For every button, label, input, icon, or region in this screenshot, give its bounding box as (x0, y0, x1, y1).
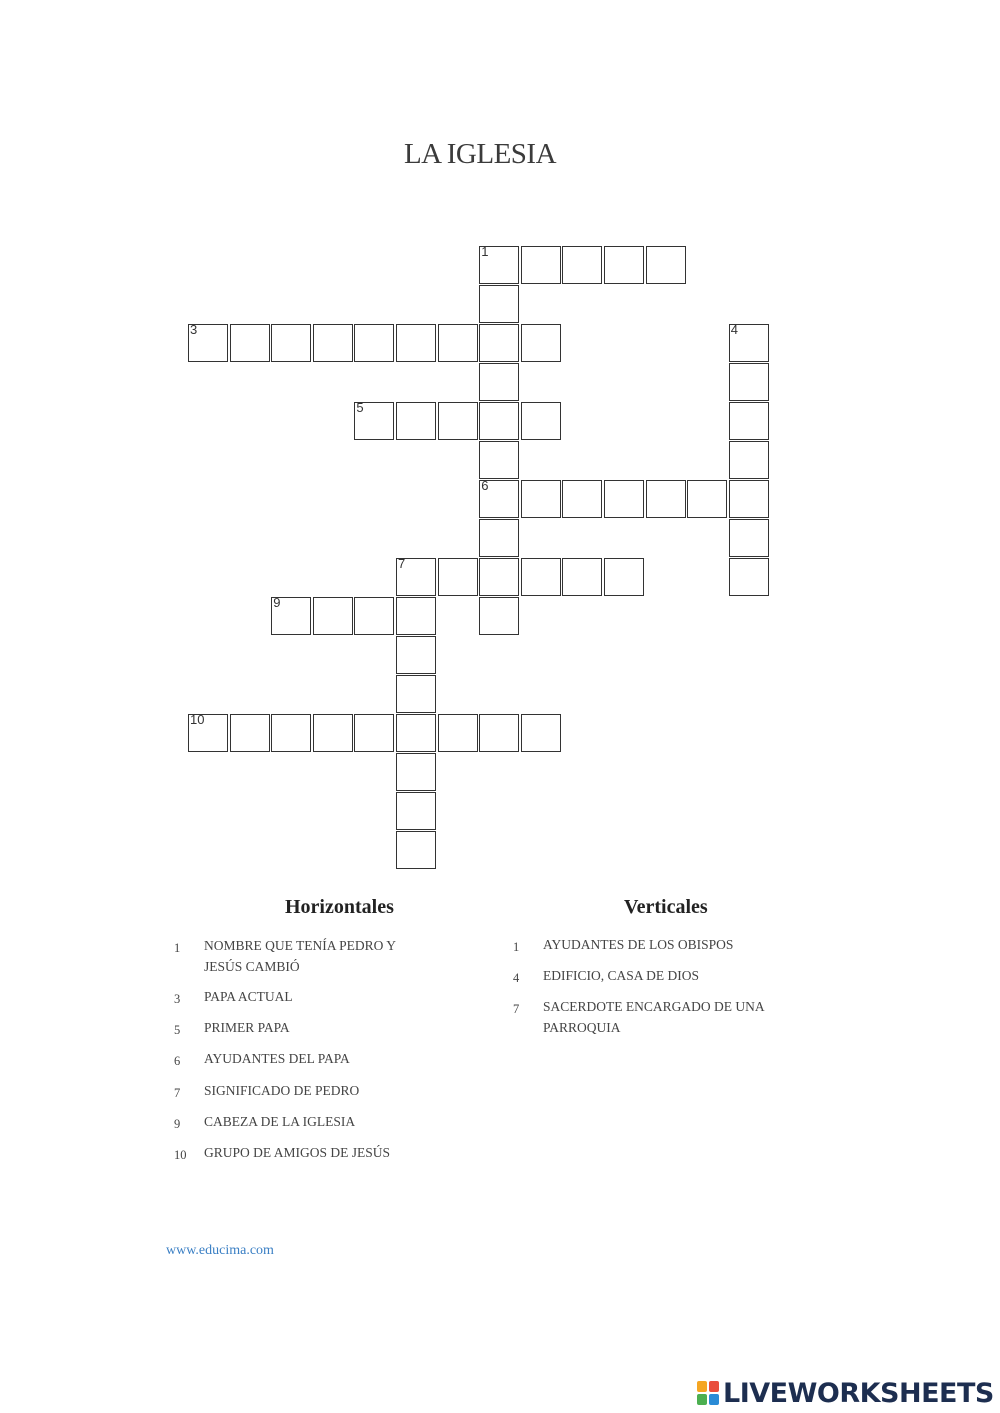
crossword-cell[interactable] (396, 558, 436, 596)
crossword-cell[interactable] (521, 246, 561, 284)
clue-number: 1 (513, 940, 520, 954)
crossword-cell[interactable] (562, 558, 602, 596)
crossword-cell[interactable] (396, 597, 436, 635)
logo-square (709, 1394, 719, 1405)
clue-text: NOMBRE QUE TENÍA PEDRO Y JESÚS CAMBIÓ (204, 938, 396, 974)
crossword-cell[interactable] (479, 480, 519, 518)
logo-square (709, 1381, 719, 1392)
clue-text: SACERDOTE ENCARGADO DE UNA PARROQUIA (543, 999, 764, 1035)
vertical-heading: Verticales (624, 896, 708, 918)
crossword-cell[interactable] (271, 597, 311, 635)
cell-number: 3 (190, 322, 198, 337)
crossword-cell[interactable] (521, 324, 561, 362)
crossword-cell[interactable] (479, 519, 519, 557)
clue-text: AYUDANTES DEL PAPA (204, 1051, 350, 1066)
crossword-cell[interactable] (313, 324, 353, 362)
crossword-cell[interactable] (479, 714, 519, 752)
educima-link[interactable]: www.educima.com (166, 1243, 274, 1258)
crossword-cell[interactable] (729, 324, 769, 362)
crossword-cell[interactable] (313, 597, 353, 635)
crossword-cell[interactable] (604, 480, 644, 518)
clue-text: CABEZA DE LA IGLESIA (204, 1114, 356, 1129)
crossword-cell[interactable] (604, 558, 644, 596)
crossword-cell[interactable] (354, 402, 394, 440)
crossword-cell[interactable] (354, 324, 394, 362)
brand-text: LIVEWORKSHEETS (723, 1377, 994, 1409)
clue-text: SIGNIFICADO DE PEDRO (204, 1083, 360, 1098)
clue-number: 7 (174, 1086, 181, 1100)
crossword-cell[interactable] (396, 402, 436, 440)
crossword-cell[interactable] (188, 714, 228, 752)
crossword-cell[interactable] (646, 480, 686, 518)
crossword-cell[interactable] (438, 324, 478, 362)
cell-number: 9 (273, 595, 281, 610)
crossword-cell[interactable] (646, 246, 686, 284)
worksheet-title: LA IGLESIA (403, 138, 557, 170)
crossword-cell[interactable] (396, 831, 436, 869)
cell-number: 1 (481, 244, 489, 259)
crossword-cell[interactable] (188, 324, 228, 362)
crossword-cell[interactable] (396, 324, 436, 362)
cell-number: 7 (398, 556, 406, 571)
crossword-cell[interactable] (230, 714, 270, 752)
crossword-cell[interactable] (729, 519, 769, 557)
crossword-cell[interactable] (479, 558, 519, 596)
crossword-cell[interactable] (230, 324, 270, 362)
crossword-cell[interactable] (562, 246, 602, 284)
clue-text: PRIMER PAPA (204, 1020, 290, 1035)
clue-text: GRUPO DE AMIGOS DE JESÚS (204, 1145, 391, 1160)
cell-number: 6 (481, 478, 489, 493)
cell-number: 4 (730, 322, 739, 337)
crossword-cell[interactable] (396, 792, 436, 830)
clue-number: 10 (174, 1148, 187, 1162)
clue-number: 7 (513, 1002, 520, 1016)
crossword-cell[interactable] (729, 441, 769, 479)
crossword-cell[interactable] (438, 714, 478, 752)
crossword-cell[interactable] (479, 402, 519, 440)
clue-number: 5 (174, 1023, 181, 1037)
clue-text: PAPA ACTUAL (204, 989, 293, 1004)
crossword-cell[interactable] (479, 597, 519, 635)
liveworksheets-brand[interactable] (696, 1378, 994, 1408)
crossword-cell[interactable] (729, 480, 769, 518)
crossword-cell[interactable] (729, 558, 769, 596)
crossword-cell[interactable] (521, 558, 561, 596)
crossword-cell[interactable] (438, 402, 478, 440)
clue-number: 4 (513, 971, 520, 985)
crossword-cell[interactable] (438, 558, 478, 596)
crossword-cell[interactable] (354, 714, 394, 752)
cell-number: 10 (190, 712, 205, 727)
crossword-cell[interactable] (604, 246, 644, 284)
logo-square (697, 1394, 707, 1405)
crossword-cell[interactable] (562, 480, 602, 518)
crossword-cell[interactable] (313, 714, 353, 752)
logo-square (697, 1381, 707, 1392)
crossword-cell[interactable] (396, 714, 436, 752)
horizontal-heading: Horizontales (285, 896, 394, 918)
clue-number: 1 (174, 941, 181, 955)
crossword-cell[interactable] (729, 363, 769, 401)
crossword-cell[interactable] (271, 324, 311, 362)
crossword-cell[interactable] (479, 363, 519, 401)
crossword-cell[interactable] (396, 753, 436, 791)
crossword-cell[interactable] (479, 246, 519, 284)
crossword-cell[interactable] (521, 714, 561, 752)
crossword-cell[interactable] (521, 402, 561, 440)
clue-number: 3 (174, 992, 181, 1006)
crossword-cell[interactable] (354, 597, 394, 635)
clue-text: EDIFICIO, CASA DE DIOS (543, 968, 700, 983)
crossword-cell[interactable] (271, 714, 311, 752)
crossword-cell[interactable] (396, 636, 436, 674)
crossword-cell[interactable] (479, 324, 519, 362)
liveworksheets-logo-icon (696, 1380, 720, 1406)
clue-number: 9 (174, 1117, 181, 1131)
crossword-cell[interactable] (521, 480, 561, 518)
crossword-cell[interactable] (729, 402, 769, 440)
cell-number: 5 (356, 400, 364, 415)
crossword-cell[interactable] (396, 675, 436, 713)
crossword-cell[interactable] (479, 285, 519, 323)
crossword-cell[interactable] (479, 441, 519, 479)
clue-number: 6 (174, 1054, 181, 1068)
clue-text: AYUDANTES DE LOS OBISPOS (543, 937, 734, 952)
crossword-cell[interactable] (687, 480, 727, 518)
